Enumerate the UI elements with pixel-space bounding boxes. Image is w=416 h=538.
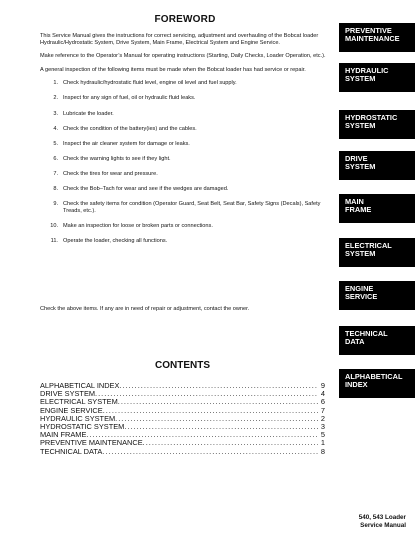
tab-label-line: SYSTEM [345, 121, 376, 131]
toc-leader-dots [95, 390, 318, 398]
toc-entry-technical-data[interactable] [40, 448, 325, 456]
tab-label-line: ALPHABETICAL [345, 372, 403, 381]
checklist-number: 6. [53, 155, 58, 162]
closing-paragraph: Check the above items. If any are in need of repair or adjustment, contact the owner. [40, 306, 250, 312]
checklist-text: Operate the loader, checking all functions. [63, 237, 168, 244]
contents-section [40, 360, 325, 456]
tab-alphabetical-index[interactable] [339, 369, 415, 398]
toc-entry-electrical-system[interactable] [40, 398, 325, 406]
foreword-title: FOREWORD [154, 14, 216, 25]
checklist-number: 10. [50, 222, 58, 229]
checklist-number: 2. [53, 95, 58, 102]
toc-label: TECHNICAL DATA [40, 447, 103, 456]
toc-entry-engine-service[interactable] [40, 407, 325, 415]
tab-drive-system[interactable] [339, 151, 415, 180]
checklist-text: Inspect for any sign of fuel, oil or hydraulic fluid leaks. [63, 95, 196, 102]
tab-label-line: INDEX [345, 380, 368, 390]
toc-label: MAIN FRAME [40, 431, 87, 440]
tab-label-line: SYSTEM [345, 74, 376, 84]
checklist-item [40, 201, 330, 214]
toc-leader-dots [119, 382, 317, 390]
toc-leader-dots [124, 423, 318, 431]
footer-manual: Service Manual [360, 521, 406, 529]
toc-page-number: 2 [320, 414, 325, 423]
contents-title: CONTENTS [155, 360, 210, 371]
footer [340, 514, 406, 529]
toc-label: PREVENTIVE MAINTENANCE [40, 439, 143, 448]
tab-label-line: HYDROSTATIC [345, 113, 398, 122]
tab-hydraulic-system[interactable] [339, 63, 415, 92]
toc-page-number: 9 [320, 382, 325, 390]
tab-hydrostatic-system[interactable] [339, 110, 415, 139]
toc-leader-dots [143, 439, 318, 447]
tab-label-line: MAINTENANCE [345, 34, 400, 44]
toc-leader-dots [86, 431, 317, 439]
tab-label-line: ELECTRICAL [345, 241, 392, 250]
toc-page-number: 5 [320, 431, 325, 440]
tab-main-frame[interactable] [339, 194, 415, 223]
checklist-item [40, 141, 330, 148]
tab-label-line: SERVICE [345, 292, 378, 302]
toc-entry-hydrostatic-system[interactable] [40, 423, 325, 431]
toc-label: HYDRAULIC SYSTEM [40, 414, 116, 423]
toc-leader-dots [118, 398, 318, 406]
toc-leader-dots [102, 448, 318, 456]
tab-electrical-system[interactable] [339, 238, 415, 267]
checklist-item [40, 80, 330, 87]
tab-label-line: ENGINE [345, 284, 374, 293]
toc-entry-alphabetical-index[interactable] [40, 382, 325, 390]
checklist-text: Check hydraulic/hydrostatic fluid level, engine oil level and fuel supply. [63, 80, 237, 87]
checklist-item [40, 126, 330, 133]
checklist-item [40, 111, 330, 118]
tab-label-line: TECHNICAL [345, 329, 388, 338]
checklist-text: Check the safety items for condition (Operator Guard, Seat Belt, Seat Bar, Safety Signs (Decals), Safety Treads, etc.). [63, 201, 321, 214]
checklist-item [40, 171, 330, 178]
tab-label-line: SYSTEM [345, 162, 376, 172]
tab-label-line: DRIVE [345, 154, 368, 163]
checklist-text: Lubricate the loader. [63, 110, 114, 117]
tab-technical-data[interactable] [339, 326, 415, 355]
inspection-checklist [40, 80, 330, 244]
checklist-item [40, 156, 330, 163]
tab-label-line: SYSTEM [345, 249, 376, 259]
toc-label: ELECTRICAL SYSTEM [40, 398, 118, 407]
checklist-item [40, 186, 330, 193]
checklist-text: Check the Bob–Tach for wear and see if the wedges are damaged. [63, 186, 229, 193]
checklist-item [40, 223, 330, 230]
inspection-paragraph: A general inspection of the following items must be made when the Bobcat loader has had service or repair. [40, 66, 306, 73]
checklist-text: Make an inspection for loose or broken parts or connections. [63, 222, 213, 229]
intro-paragraph: This Service Manual gives the instructions for correct servicing, adjustment and overhauling of the Bobcat loader Hydraulic/Hydrostatic System, Drive System, Main Frame, Electrical System and Engine Service. [40, 33, 319, 46]
checklist-text: Check the tires for wear and pressure. [63, 170, 158, 177]
checklist-number: 7. [53, 170, 58, 177]
checklist-number: 5. [53, 140, 58, 147]
checklist-text: Check the warning lights to see if they light. [63, 155, 171, 162]
checklist-item [40, 238, 330, 245]
toc-entry-main-frame[interactable] [40, 431, 325, 439]
checklist-number: 1. [53, 80, 58, 87]
toc-label: DRIVE SYSTEM [40, 390, 96, 399]
toc-entry-preventive-maintenance[interactable] [40, 439, 325, 447]
tab-label-line: FRAME [345, 205, 372, 215]
checklist-number: 11. [50, 237, 58, 244]
operators-manual-paragraph: Make reference to the Operator’s Manual for operating instructions (Starting, Daily Checks, Loader Operation, etc.). [40, 53, 326, 60]
checklist-number: 9. [53, 201, 58, 208]
checklist-text: Inspect the air cleaner system for damage or leaks. [63, 140, 190, 147]
toc-page-number: 3 [320, 423, 325, 432]
tab-label-line: HYDRAULIC [345, 66, 389, 75]
foreword-section [40, 14, 330, 312]
checklist-number: 4. [53, 125, 58, 132]
toc-page-number: 1 [320, 439, 325, 448]
checklist-number: 3. [53, 110, 58, 117]
toc-leader-dots [103, 407, 318, 415]
toc-entry-drive-system[interactable] [40, 390, 325, 398]
toc-page-number: 8 [320, 447, 325, 456]
toc-entry-hydraulic-system[interactable] [40, 415, 325, 423]
toc-page-number: 7 [320, 406, 325, 415]
toc-label: ALPHABETICAL INDEX [40, 382, 120, 390]
toc-label: ENGINE SERVICE [40, 406, 103, 415]
checklist-item [40, 95, 330, 102]
toc-page-number: 4 [320, 390, 325, 399]
tab-engine-service[interactable] [339, 281, 415, 310]
checklist-text: Check the condition of the battery(ies) and the cables. [63, 125, 197, 132]
tab-label-line: DATA [345, 337, 365, 347]
toc-label: HYDROSTATIC SYSTEM [40, 423, 125, 432]
footer-model: 540, 543 Loader [358, 514, 406, 521]
toc-leader-dots [115, 415, 318, 423]
tab-preventive-maintenance[interactable] [339, 23, 415, 52]
checklist-number: 8. [53, 186, 58, 193]
tab-label-line: MAIN [345, 197, 364, 206]
toc-page-number: 6 [320, 398, 325, 407]
tab-label-line: PREVENTIVE [345, 26, 392, 35]
